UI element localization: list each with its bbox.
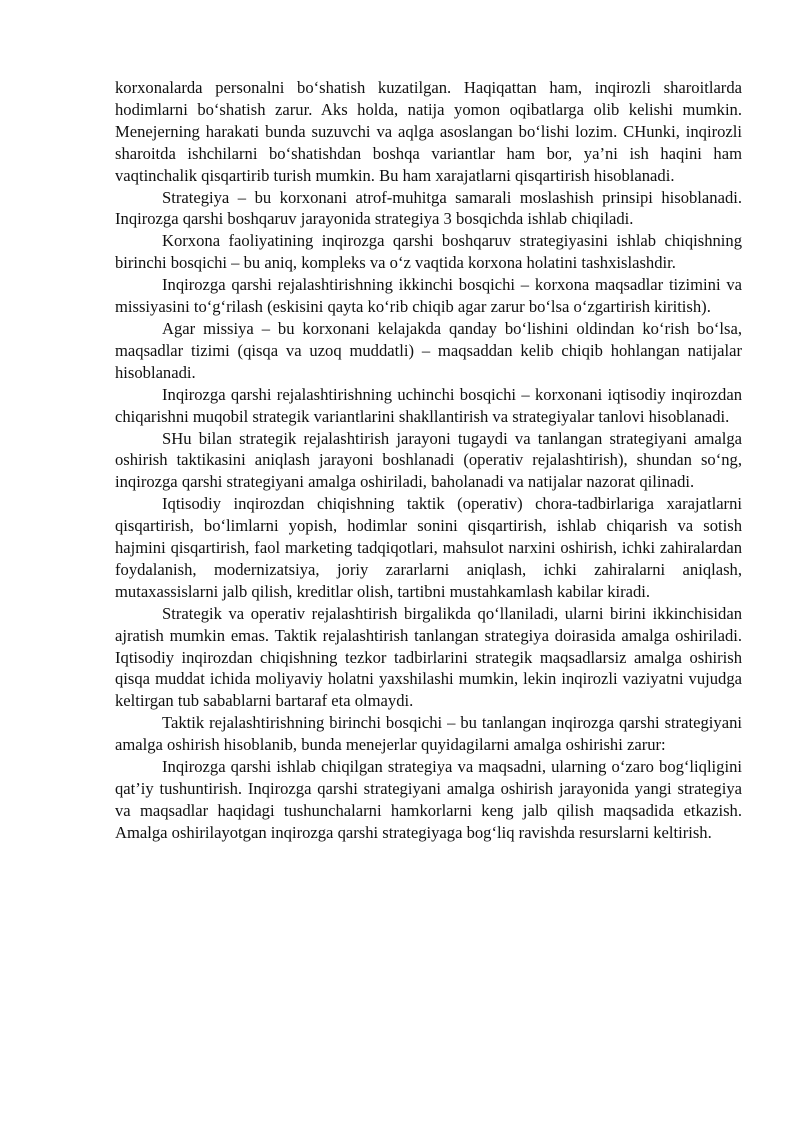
paragraph-first-stage: Korxona faoliyatining inqirozga qarshi boshqaruv strategiyasini ishlab chiqishning birinchi bosqichi – bu aniq, kompleks va o‘z vaqtida korxona holatini tashxislashdir.	[115, 231, 742, 273]
document-page	[115, 77, 742, 844]
paragraph-explanation: Inqirozga qarshi ishlab chiqilgan strategiya va maqsadni, ularning o‘zaro bog‘liqligini qat’iy tushuntirish. Inqirozga qarshi strategiyani amalga oshirish jarayonida yangi strategiya va maqsadlar haqidagi tushunchalarni hamkorlarni keng jalb qilish maqsadida etkazish. Amalga oshirilayotgan inqirozga qarshi strategiyaga bog‘liq ravishda resurslarni keltirish.	[115, 757, 742, 842]
paragraph-continuation: korxonalarda personalni bo‘shatish kuzatilgan. Haqiqattan ham, inqirozli sharoitlarda hodimlarni bo‘shatish zarur. Aks holda, natija yomon oqibatlarga olib kelishi mumkin. Menejerning harakati bunda suzuvchi va aqlga asoslangan bo‘lishi lozim. CHunki, inqirozli sharoitda ishchilarni bo‘shatishdan boshqa variantlar ham bor, ya’ni ish haqini ham vaqtinchalik qisqartirib turish mumkin. Bu ham xarajatlarni qisqartirish hisoblanadi.	[115, 78, 742, 185]
paragraph-tactical-measures: Iqtisodiy inqirozdan chiqishning taktik (operativ) chora-tadbirlariga xarajatlarni qisqartirish, bo‘limlarni yopish, hodimlar sonini qisqartirish, ishlab chiqarish va sotish hajmini qisqartirish, faol marketing tadqiqotlari, mahsulot narxini oshirish, ichki zahiralardan foydalanish, modernizatsiya, joriy zararlarni aniqlash, ichki zahiralarni aniqlash, mutaxassislarni jalb qilish, kreditlar olish, tartibni mustahkamlash kabilar kiradi.	[115, 494, 742, 601]
paragraph-second-stage: Inqirozga qarshi rejalashtirishning ikkinchi bosqichi – korxona maqsadlar tizimini va missiyasini to‘g‘rilash (eskisini qayta ko‘rib chiqib agar zarur bo‘lsa o‘zgartirish kiritish).	[115, 275, 742, 317]
paragraph-third-stage: Inqirozga qarshi rejalashtirishning uchinchi bosqichi – korxonani iqtisodiy inqirozdan chiqarishni muqobil strategik variantlarini shakllantirish va strategiyalar tanlovi hisoblanadi.	[115, 384, 742, 426]
paragraph-strategy-definition: Strategiya – bu korxonani atrof-muhitga samarali moslashish prinsipi hisoblanadi. Inqirozga qarshi boshqaruv jarayonida strategiya 3 bosqichda ishlab chiqiladi.	[115, 187, 742, 229]
paragraph-strategic-operative: Strategik va operativ rejalashtirish birgalikda qo‘llaniladi, ularni birini ikkinchisidan ajratish mumkin emas. Taktik rejalashtirish tanlangan strategiya doirasida amalga oshiriladi. Iqtisodiy inqirozdan chiqishning tezkor tadbirlarini strategik maqsadlarsiz amalga oshirish qisqa muddat ichida moliyaviy holatni yaxshilashi mumkin, lekin inqirozli vaziyatni vujudga keltirgan tub sabablarni bartaraf eta olmaydi.	[115, 603, 742, 711]
paragraph-mission: Agar missiya – bu korxonani kelajakda qanday bo‘lishini oldindan ko‘rish bo‘lsa, maqsadlar tizimi (qisqa va uzoq muddatli) – maqsaddan kelib chiqib hohlangan natijalar hisoblanadi.	[115, 318, 742, 382]
paragraph-tactical-first-stage: Taktik rejalashtirishning birinchi bosqichi – bu tanlangan inqirozga qarshi strategiyani amalga oshirish hisoblanib, bunda menejerlar quyidagilarni amalga oshirishi zarur:	[115, 713, 742, 755]
paragraph-operative-planning: SHu bilan strategik rejalashtirish jarayoni tugaydi va tanlangan strategiyani amalga oshirish taktikasini aniqlash jarayoni boshlanadi (operativ rejalashtirish), shundan so‘ng, inqirozga qarshi strategiyani amalga oshiriladi, baholanadi va natijalar nazorat qilinadi.	[115, 428, 742, 492]
